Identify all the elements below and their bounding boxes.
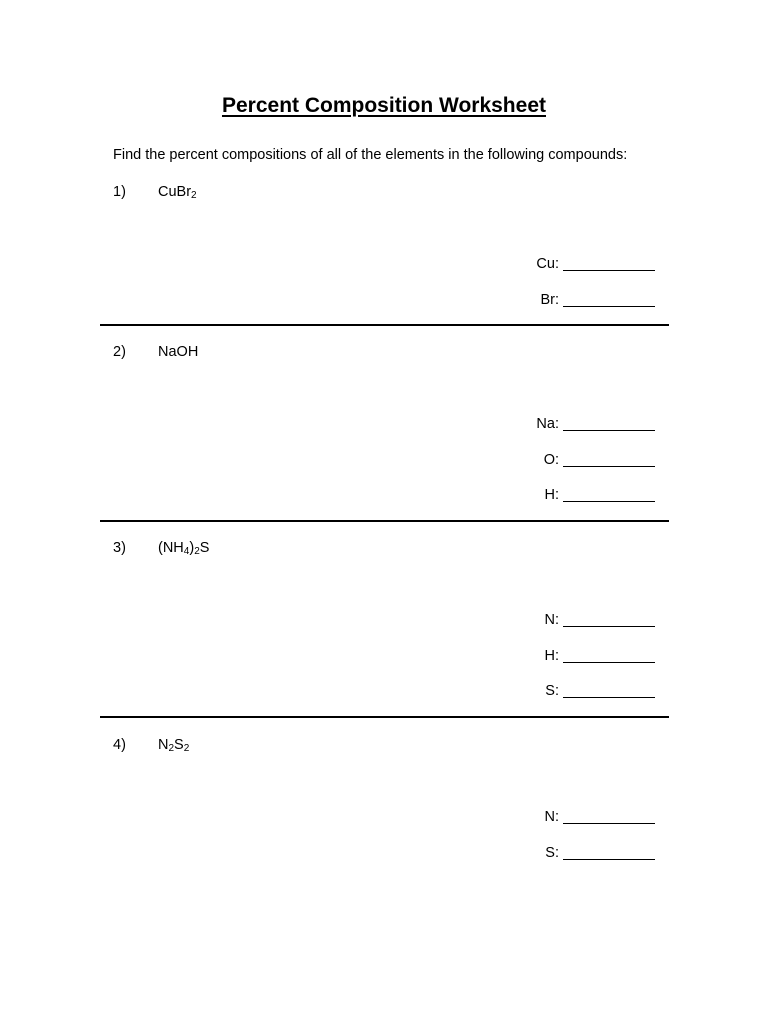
answer-row-na [455,413,655,433]
answer-blank[interactable] [563,611,655,627]
answer-row-s [455,842,655,862]
section-divider [100,520,669,522]
answer-blank[interactable] [563,647,655,663]
formula-part: NaOH [158,344,199,360]
element-label: S: [545,845,559,861]
formula-part: S [174,737,184,753]
answer-row-n [455,609,655,629]
answer-row-h [455,645,655,665]
formula-subscript: 2 [168,743,175,754]
answer-row-n [455,806,655,826]
answer-blank[interactable] [563,486,655,502]
element-label: N: [544,809,559,825]
answer-blank[interactable] [563,255,655,271]
compound-formula [158,183,197,201]
element-label: Na: [536,416,559,432]
answer-row-s [455,680,655,700]
element-label: O: [543,452,559,468]
compound-formula [158,736,189,754]
formula-part: N [158,737,169,753]
instructions-text: Find the percent compositions of all of the elements in the following compounds: [113,147,628,163]
answer-blank[interactable] [563,451,655,467]
section-divider [100,716,669,718]
problem-number: 2) [113,344,126,360]
answer-blank[interactable] [563,415,655,431]
element-label: H: [544,487,559,503]
element-label: Cu: [536,256,559,272]
formula-part: S [199,540,210,556]
section-divider [100,324,669,326]
formula-part: ) [189,540,195,556]
element-label: S: [545,683,559,699]
formula-subscript: 2 [191,190,197,201]
compound-formula [158,343,198,361]
formula-subscript: 4 [183,546,190,557]
answer-blank[interactable] [563,291,655,307]
compound-formula [158,539,209,557]
element-label: H: [544,648,559,664]
worksheet-title: Percent Composition Worksheet [221,94,546,117]
problem-number: 3) [113,540,126,556]
formula-part: CuBr [158,184,192,200]
answer-row-h [455,484,655,504]
problem-number: 4) [113,737,126,753]
answer-row-br [455,289,655,309]
answer-row-o [455,449,655,469]
answer-blank[interactable] [563,808,655,824]
element-label: N: [544,612,559,628]
formula-subscript: 2 [194,546,200,557]
problem-number: 1) [113,184,126,200]
answer-row-cu [455,253,655,273]
formula-subscript: 2 [183,743,190,754]
answer-blank[interactable] [563,682,655,698]
answer-blank[interactable] [563,844,655,860]
element-label: Br: [540,292,559,308]
formula-part: (NH [158,540,184,556]
